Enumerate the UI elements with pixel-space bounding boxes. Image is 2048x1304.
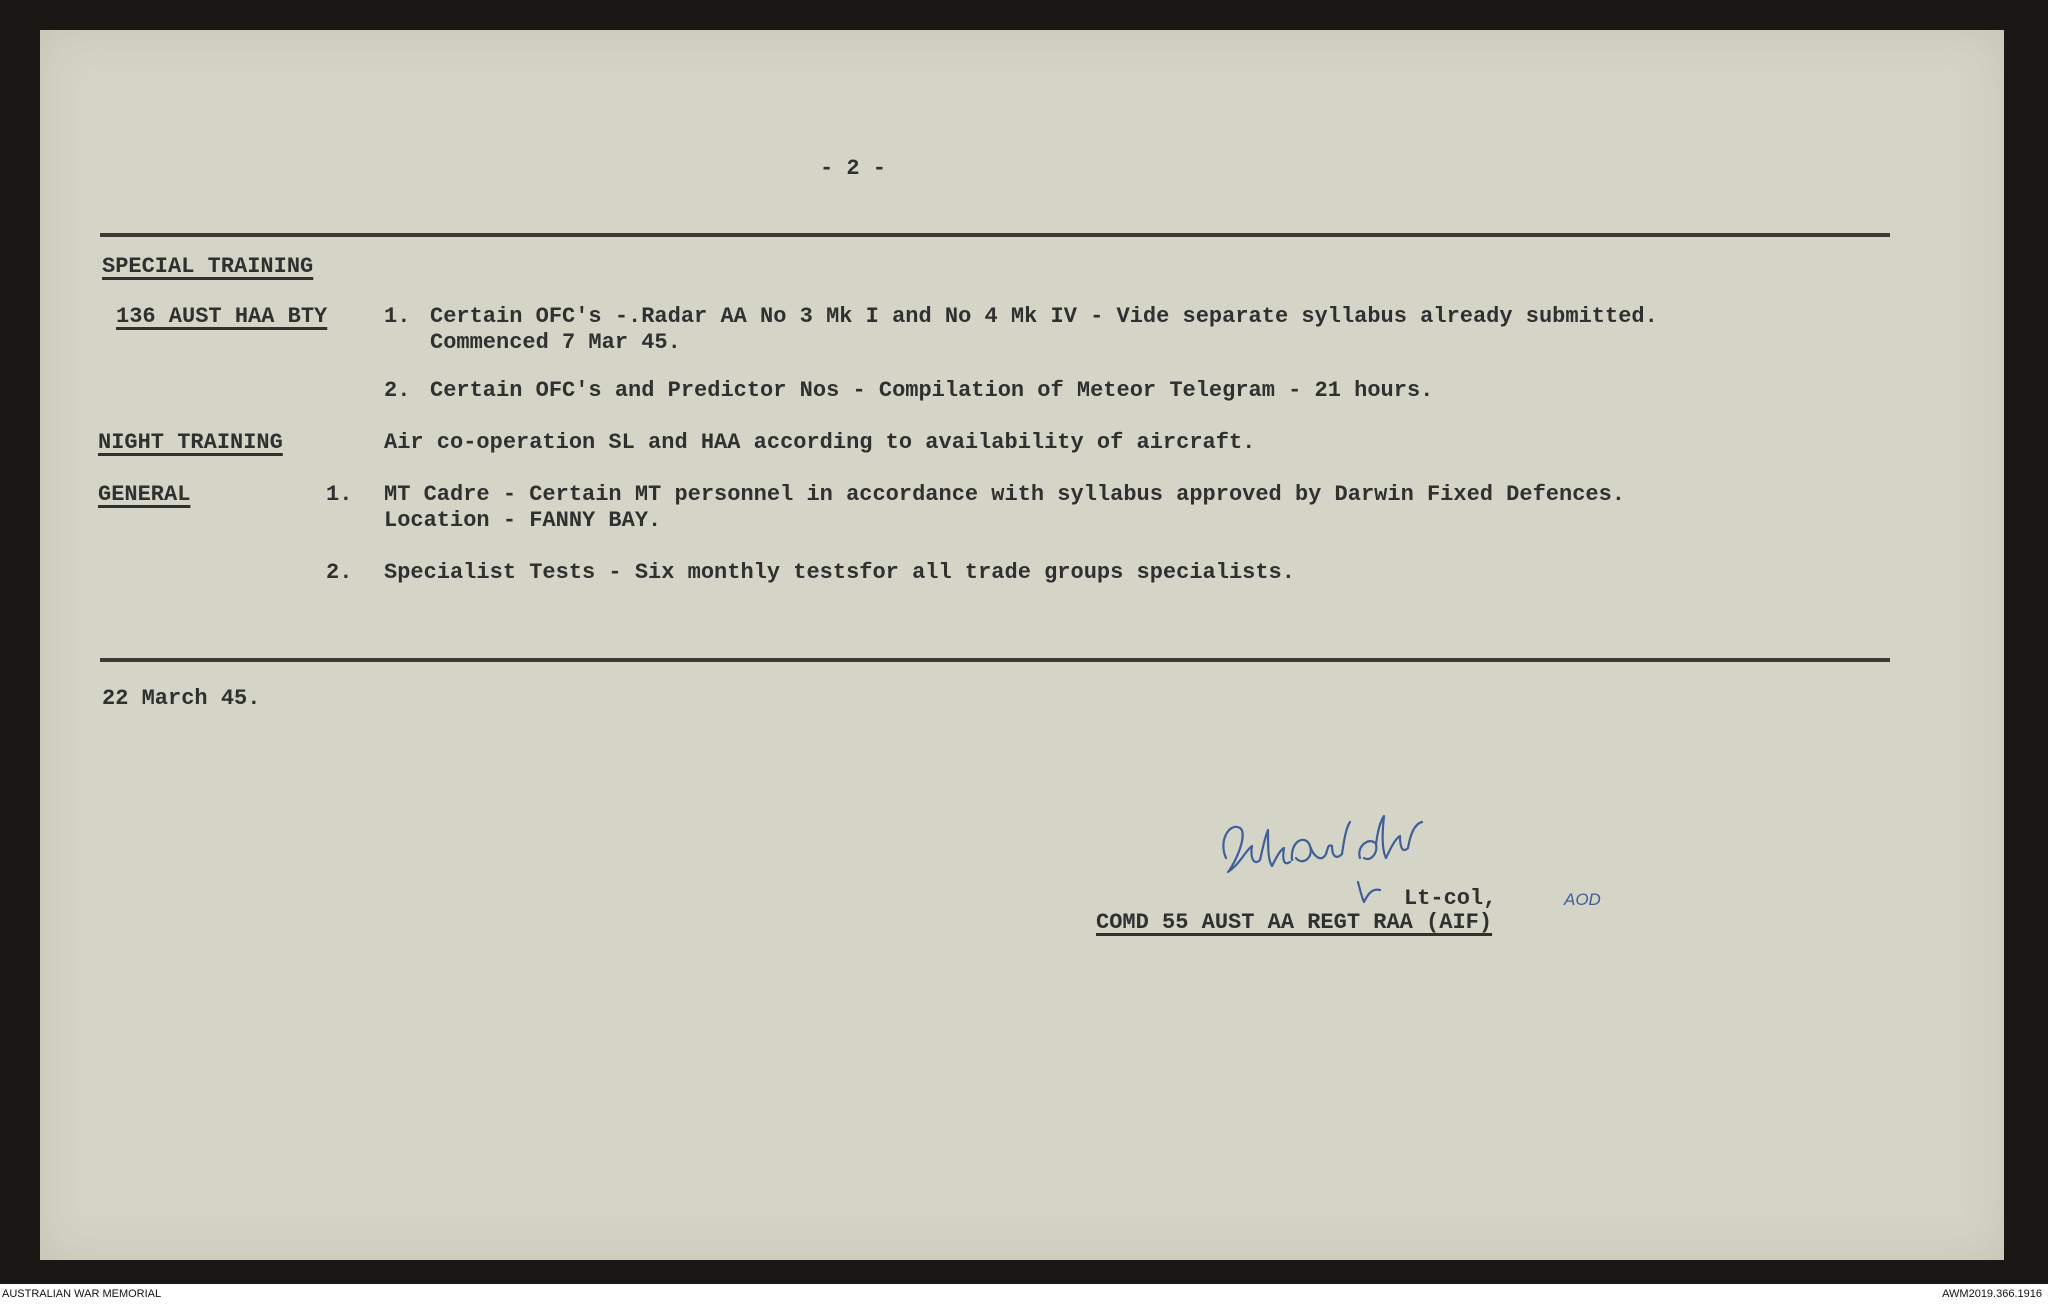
unit-label: 136 AUST HAA BTY <box>116 304 328 329</box>
item-number: 1. <box>384 304 411 329</box>
footer-institution: AUSTRALIAN WAR MEMORIAL <box>2 1288 162 1300</box>
handwritten-initials: AOD <box>1564 890 1601 909</box>
document-page <box>40 30 2004 1260</box>
heading-general: GENERAL <box>98 482 191 507</box>
top-rule <box>100 233 1890 237</box>
bottom-rule <box>100 658 1890 662</box>
heading-night-training: NIGHT TRAINING <box>98 430 283 455</box>
footer-accession-number: AWM2019.366.1916 <box>1942 1288 2042 1300</box>
item-text: Certain OFC's -.Radar AA No 3 Mk I and No 4 Mk IV - Vide separate syllabus already submitted. <box>430 304 1658 329</box>
signature-rank: Lt-col, <box>1404 886 1497 911</box>
item-number: 2. <box>326 560 353 585</box>
archive-footer <box>0 1284 2048 1304</box>
item-text-continued: Commenced 7 Mar 45. <box>430 330 681 355</box>
night-training-text: Air co-operation SL and HAA according to availability of aircraft. <box>384 430 1256 455</box>
signature-unit: COMD 55 AUST AA REGT RAA (AIF) <box>1096 910 1493 935</box>
item-text-continued: Location - FANNY BAY. <box>384 508 662 533</box>
document-date: 22 March 45. <box>102 686 261 711</box>
item-text: MT Cadre - Certain MT personnel in accordance with syllabus approved by Darwin Fixed Defences. <box>384 482 1626 507</box>
item-text: Certain OFC's and Predictor Nos - Compilation of Meteor Telegram - 21 hours. <box>430 378 1434 403</box>
item-number: 2. <box>384 378 411 403</box>
page-number: - 2 - <box>820 156 887 181</box>
heading-special-training: SPECIAL TRAINING <box>102 254 314 279</box>
item-number: 1. <box>326 482 353 507</box>
item-text: Specialist Tests - Six monthly testsfor all trade groups specialists. <box>384 560 1295 585</box>
